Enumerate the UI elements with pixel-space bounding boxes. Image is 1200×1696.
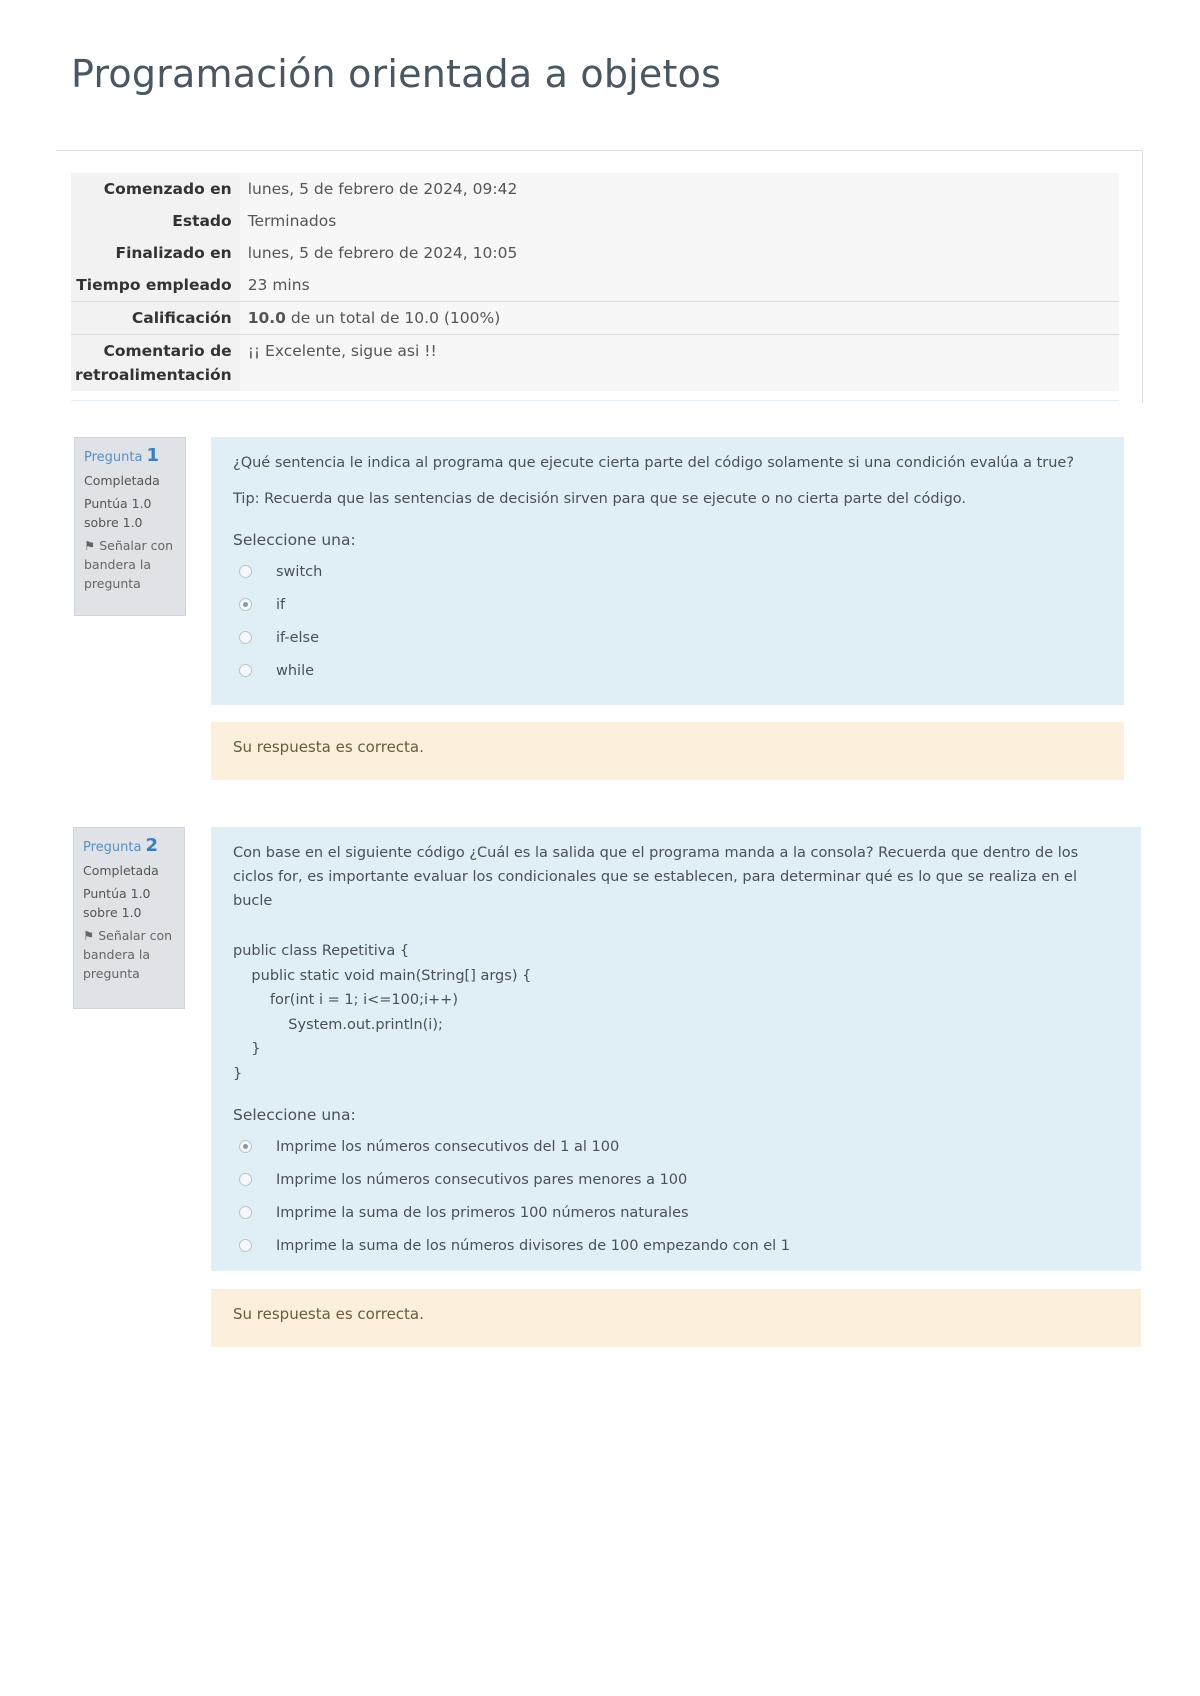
answer-label: Imprime la suma de los primeros 100 números naturales — [276, 1204, 689, 1221]
code-line: } — [233, 1065, 243, 1082]
summary-row — [71, 205, 1119, 237]
radio-button[interactable] — [239, 1206, 252, 1219]
question-score: Puntúa 1.0 sobre 1.0 — [84, 496, 152, 530]
feedback-box-2: Su respuesta es correcta. — [211, 1289, 1141, 1347]
code-line: public class Repetitiva { — [233, 943, 410, 959]
feedback-box-1: Su respuesta es correcta. — [211, 722, 1124, 780]
answer-option[interactable] — [233, 555, 1102, 588]
radio-button[interactable] — [239, 631, 252, 644]
question-number: 1 — [146, 445, 159, 466]
summary-value: Terminados — [240, 205, 1119, 237]
answer-label: if — [276, 596, 286, 613]
summary-label: Finalizado en — [71, 237, 240, 269]
question-text: Con base en el siguiente código ¿Cuál es la salida que el programa manda a la consola? Recuerda que dentro de los ciclos for, es importante evaluar los condicionales que se establecen, para determinar qué es lo que se realiza en el bucle — [233, 845, 1079, 909]
summary-label: Comentario de retroalimentación — [71, 335, 240, 392]
attempt-summary-table — [71, 173, 1119, 391]
answer-label: Imprime los números consecutivos pares menores a 100 — [276, 1171, 688, 1188]
answer-options — [233, 1130, 1119, 1262]
summary-value: 23 mins — [240, 269, 1119, 302]
question-content-2 — [211, 827, 1141, 1271]
code-line: for(int i = 1; i<=100;i++) — [233, 992, 458, 1008]
answer-option[interactable] — [233, 1196, 1119, 1229]
summary-row — [71, 237, 1119, 269]
radio-button[interactable] — [239, 1173, 252, 1186]
question-heading — [83, 836, 176, 857]
summary-row — [71, 173, 1119, 205]
answer-label: while — [276, 662, 315, 679]
summary-label: Tiempo empleado — [71, 269, 240, 302]
code-line: } — [233, 1041, 261, 1057]
answer-label: if-else — [276, 629, 319, 646]
question-content-1 — [211, 437, 1124, 705]
radio-button-selected[interactable] — [239, 598, 252, 611]
code-snippet — [233, 939, 1119, 1086]
summary-value: ¡¡ Excelente, sigue asi !! — [240, 335, 1119, 392]
answer-label: switch — [276, 563, 323, 580]
question-text: ¿Qué sentencia le indica al programa que ejecute cierta parte del código solamente si una condición evalúa a true? — [233, 455, 1075, 471]
answer-options — [233, 555, 1102, 687]
answer-label: Imprime la suma de los números divisores de 100 empezando con el 1 — [276, 1237, 791, 1254]
answer-option[interactable] — [233, 621, 1102, 654]
flag-question-link[interactable] — [83, 926, 176, 983]
summary-label: Comenzado en — [71, 173, 240, 205]
question-number: 2 — [145, 835, 158, 856]
page-title: Programación orientada a objetos — [71, 52, 722, 96]
summary-row — [71, 335, 1119, 392]
summary-value: lunes, 5 de febrero de 2024, 10:05 — [240, 237, 1119, 269]
summary-value: lunes, 5 de febrero de 2024, 09:42 — [240, 173, 1119, 205]
code-line: public static void main(String[] args) { — [233, 967, 532, 984]
answer-option[interactable] — [233, 1163, 1119, 1196]
flag-label: Señalar con bandera la pregunta — [84, 538, 174, 591]
code-line: System.out.println(i); — [233, 1016, 443, 1033]
question-score: Puntúa 1.0 sobre 1.0 — [83, 886, 151, 920]
flag-label: Señalar con bandera la pregunta — [83, 928, 173, 981]
summary-row — [71, 302, 1119, 335]
summary-row — [71, 269, 1119, 302]
summary-value — [240, 302, 1119, 335]
flag-question-link[interactable] — [84, 536, 177, 593]
question-tip: Tip: Recuerda que las sentencias de decisión sirven para que se ejecute o no cierta parte del código. — [233, 491, 966, 507]
question-status: Completada — [83, 863, 159, 878]
answer-option[interactable] — [233, 1229, 1119, 1262]
question-label: Pregunta — [84, 450, 143, 465]
grade-total: de un total de 10.0 (100%) — [285, 309, 501, 327]
question-info-1 — [74, 437, 186, 616]
flag-icon: ⚑ — [84, 538, 96, 553]
radio-button[interactable] — [239, 664, 252, 677]
radio-button[interactable] — [239, 565, 252, 578]
grade-value: 10.0 — [247, 309, 286, 327]
summary-label: Calificación — [71, 302, 240, 335]
answer-option[interactable] — [233, 588, 1102, 621]
divider — [71, 400, 1119, 401]
answer-prompt: Seleccione una: — [233, 1106, 356, 1124]
question-info-2 — [73, 827, 185, 1009]
answer-option[interactable] — [233, 1130, 1119, 1163]
summary-label: Estado — [71, 205, 240, 237]
answer-option[interactable] — [233, 654, 1102, 687]
question-label: Pregunta — [83, 840, 142, 855]
answer-label: Imprime los números consecutivos del 1 al 100 — [276, 1138, 620, 1155]
radio-button-selected[interactable] — [239, 1140, 252, 1153]
question-heading — [84, 446, 177, 467]
radio-button[interactable] — [239, 1239, 252, 1252]
answer-prompt: Seleccione una: — [233, 531, 356, 549]
flag-icon: ⚑ — [83, 928, 95, 943]
question-status: Completada — [84, 473, 160, 488]
